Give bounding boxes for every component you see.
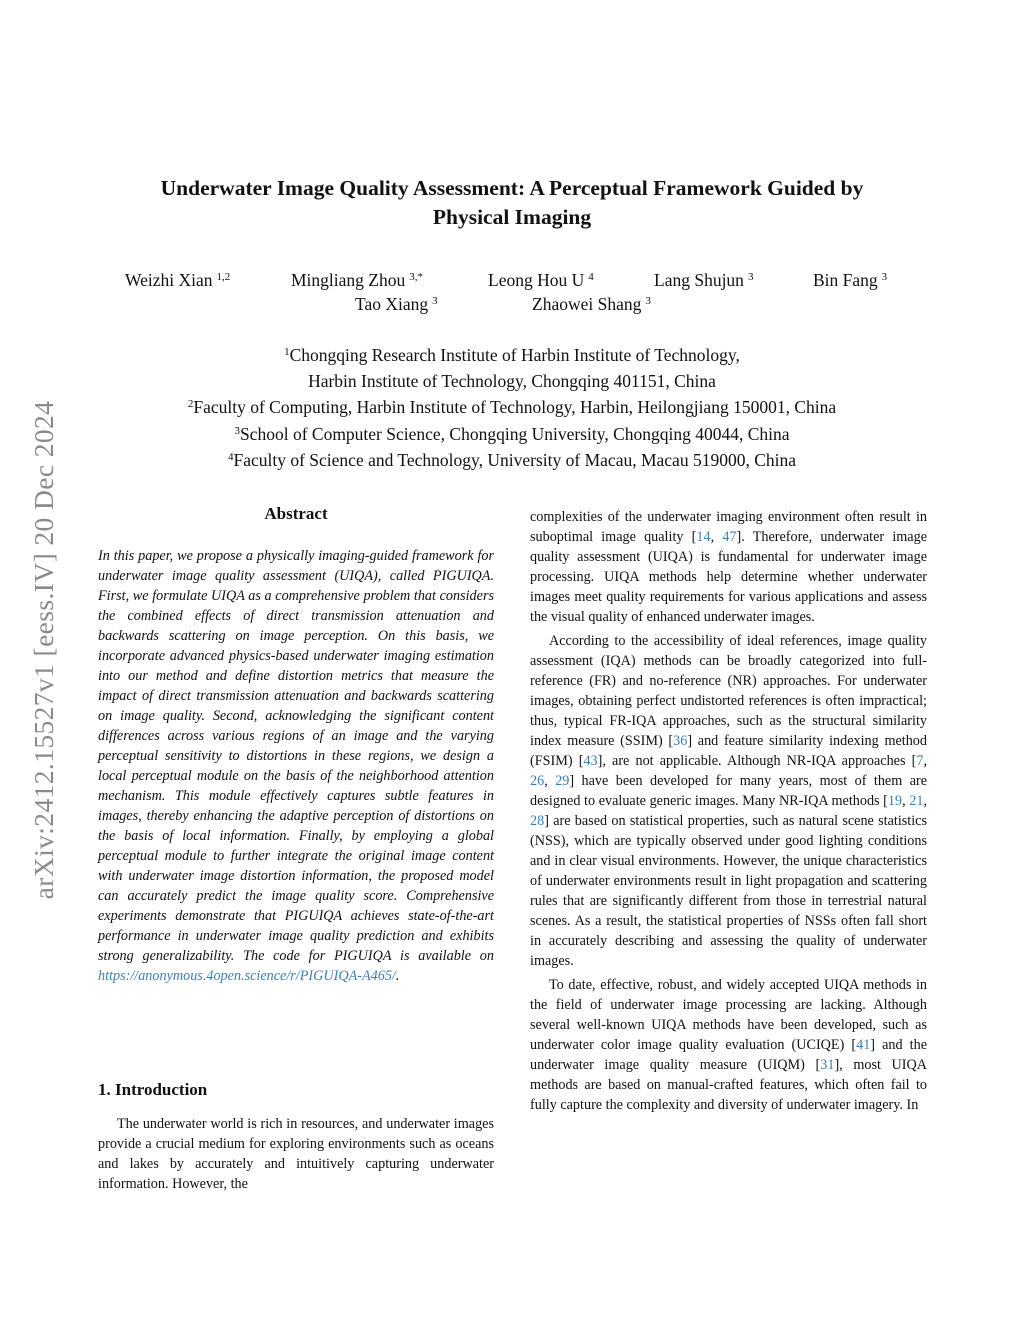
title-line-2: Physical Imaging: [432, 205, 592, 229]
author: Weizhi Xian $^{1,2}$: [125, 270, 231, 290]
abstract-heading: Abstract: [264, 504, 328, 523]
affiliation: $^4$Faculty of Science and Technology, University of Macau, Macau 519000, China: [227, 449, 797, 470]
citation-link[interactable]: 21: [909, 793, 924, 809]
affiliation: $^2$Faculty of Computing, Harbin Institute of Technology, Harbin, Heilongjiang 150001, China: [187, 397, 837, 418]
citation-link[interactable]: 29: [555, 773, 570, 789]
citation-link[interactable]: 19: [887, 793, 903, 809]
citation-link[interactable]: 26: [530, 773, 545, 789]
code-link[interactable]: https://anonymous.4open.science/r/PIGUIQA-A465/: [98, 968, 396, 984]
paragraph: According to the accessibility of ideal references, image quality assessment (IQA) methods can be broadly categorized into full-reference (FR) and no-reference (NR) approaches. For underwater images, obtaining perfect undistorted references is often impractical; thus, typical FR-IQA approaches, such as the structural similarity index measure (SSIM) [36] and feature similarity indexing method (FSIM) [43], are not applicable. Although NR-IQA approaches [7, 26, 29] have been developed for many years, most of them are designed to evaluate generic images. Many NR-IQA methods [19, 21, 28] are based on statistical properties, such as natural scene statistics (NSS), which are typically observed under good lighting conditions and in clear visual environments. However, the unique characteristics of underwater environments result in light propagation and scattering rules that are significantly different from those in terrestrial natural scenes. As a result, the statistical properties of NSSs often fall short in accurately describing and assessing the quality of underwater images.: [530, 633, 928, 969]
citation-link[interactable]: 36: [673, 733, 688, 749]
author: Zhaowei Shang $^3$: [532, 294, 651, 314]
author: Leong Hou U $^4$: [488, 270, 594, 290]
paper-title: [90, 174, 934, 232]
abstract-text: In this paper, we propose a physically imaging-guided framework for underwater image quality assessment (UIQA), called PIGUIQA. First, we formulate UIQA as a comprehensive problem that considers the combined effects of direct transmission attenuation and backwards scattering on image perception. On this basis, we incorporate advanced physics-based underwater imaging estimation into our method and define distortion metrics that measure the impact of direct transmission attenuation and backwards scattering on image quality. Second, acknowledging the significant content differences across various regions of an image and the varying perceptual sensitivity to distortions in these regions, we design a local perceptual module on the basis of the neighborhood attention mechanism. This module effectively captures subtle features in images, thereby enhancing the adaptive perception of distortions on the basis of local information. Finally, by employing a global perceptual module to further integrate the original image content with underwater image distortion information, the proposed model can accurately predict the image quality score. Comprehensive experiments demonstrate that PIGUIQA achieves state-of-the-art performance in underwater image quality prediction and exhibits strong generalizability. The code for PIGUIQA is available on https://anonymous.4open.science/r/PIGUIQA-A465/.: [98, 548, 494, 984]
intro-paragraph: The underwater world is rich in resources, and underwater images provide a crucial medium for exploring environments such as oceans and lakes by accurately and intuitively capturing underwater information. However, the: [98, 1116, 494, 1192]
arxiv-identifier-stamp: arXiv:2412.15527v1 [eess.IV] 20 Dec 2024: [28, 400, 59, 900]
citation-link[interactable]: 14: [696, 529, 711, 545]
author: Tao Xiang $^3$: [355, 294, 438, 314]
citation-link[interactable]: 43: [583, 753, 598, 769]
paragraph: complexities of the underwater imaging environment often result in suboptimal image quality [14, 47]. Therefore, underwater image quality assessment (UIQA) is fundamental for underwater image processing. UIQA methods help determine whether underwater images meet quality requirements for various applications and assess the visual quality of enhanced underwater images.: [530, 509, 927, 625]
author: Mingliang Zhou $^{3,*}$: [291, 270, 423, 290]
author: Bin Fang $^3$: [813, 270, 888, 290]
affiliation-list: [0, 341, 1024, 472]
citation-link[interactable]: 28: [530, 813, 545, 829]
title-line-1: Underwater Image Quality Assessment: A Perceptual Framework Guided by: [160, 176, 864, 200]
citation-link[interactable]: 7: [916, 753, 924, 769]
citation-link[interactable]: 41: [856, 1037, 871, 1053]
citation-link[interactable]: 47: [722, 529, 737, 545]
paragraph: To date, effective, robust, and widely accepted UIQA methods in the field of underwater image processing are lacking. Although several well-known UIQA methods have been developed, such as underwater color image quality evaluation (UCIQE) [41] and the underwater image quality measure (UIQM) [31], most UIQA methods are based on manual-crafted features, which often fail to fully capture the complexity and diversity of underwater imagery. In: [530, 977, 927, 1113]
right-column: [530, 507, 927, 1115]
section-heading-introduction: 1. Introduction: [98, 1080, 208, 1099]
affiliation: Harbin Institute of Technology, Chongqing 401151, China: [308, 371, 716, 392]
author: Lang Shujun $^3$: [654, 270, 754, 290]
affiliation: $^3$School of Computer Science, Chongqing University, Chongqing 40044, China: [234, 423, 790, 444]
citation-link[interactable]: 31: [820, 1057, 835, 1073]
affiliation: $^1$Chongqing Research Institute of Harbin Institute of Technology,: [284, 345, 740, 365]
